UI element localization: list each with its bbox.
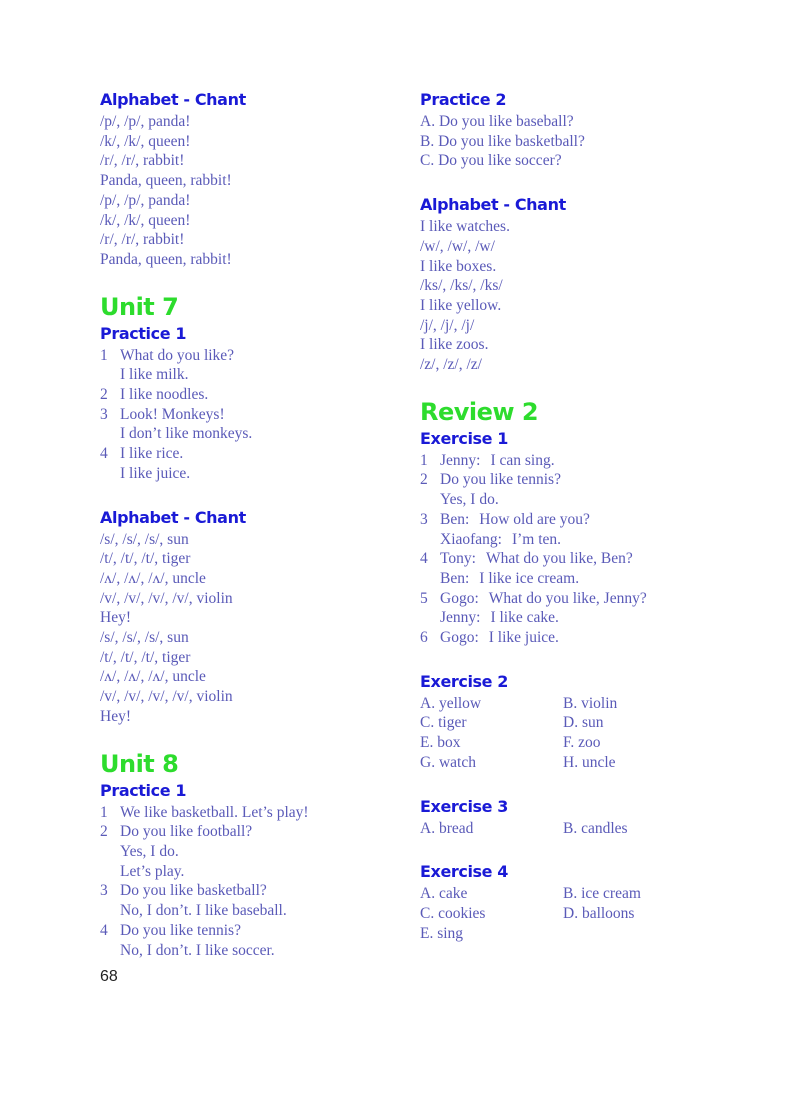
- item-text: We like basketball. Let’s play!: [120, 803, 309, 821]
- list-item: [420, 470, 750, 490]
- text-line: /s/, /s/, /s/, sun: [100, 629, 189, 647]
- unit-title: Review 2: [420, 397, 539, 426]
- text-line: /ʌ/, /ʌ/, /ʌ/, uncle: [100, 668, 206, 686]
- list-item: [100, 365, 400, 385]
- exercise-options: [420, 819, 750, 839]
- section-heading: Alphabet - Chant: [420, 195, 566, 215]
- item-text: What do you like, Jenny?: [488, 589, 647, 607]
- list-item: [100, 881, 400, 901]
- alphabet-chant-section: [100, 88, 400, 270]
- item-text: Do you like basketball?: [120, 882, 267, 900]
- text-line: /ʌ/, /ʌ/, /ʌ/, uncle: [100, 569, 206, 587]
- text-line: /v/, /v/, /v/, /v/, violin: [100, 688, 233, 706]
- list-item: [100, 424, 400, 444]
- item-text: No, I don’t. I like baseball.: [120, 902, 287, 920]
- option-row: [420, 713, 750, 733]
- text-line: /k/, /k/, queen!: [100, 132, 191, 150]
- option: E. sing: [420, 924, 464, 942]
- unit-8-block: [100, 749, 400, 961]
- speaker-name: Jenny:: [440, 609, 481, 627]
- chant-lines: [100, 530, 400, 727]
- exercise-1-section: [420, 427, 750, 648]
- item-text: I can sing.: [490, 451, 555, 469]
- item-text: How old are you?: [479, 510, 590, 528]
- item-number: 1: [100, 803, 108, 821]
- item-text: No, I don’t. I like soccer.: [120, 941, 275, 959]
- text-line: Panda, queen, rabbit!: [100, 172, 232, 190]
- practice-list: [100, 346, 400, 484]
- option: D. sun: [563, 714, 604, 732]
- list-item: [100, 822, 400, 842]
- text-line: I like yellow.: [420, 296, 502, 314]
- item-text: Yes, I do.: [440, 491, 499, 509]
- text-line: Panda, queen, rabbit!: [100, 250, 232, 268]
- item-text: I like cake.: [490, 609, 559, 627]
- item-text: Let’s play.: [120, 862, 185, 880]
- item-text: What do you like?: [120, 346, 235, 364]
- item-number: 3: [420, 510, 428, 528]
- list-item: [100, 405, 400, 425]
- section-heading: Exercise 1: [420, 428, 509, 448]
- exercise-options: [420, 694, 750, 773]
- item-text: I like juice.: [120, 464, 191, 482]
- list-item: [420, 569, 750, 589]
- list-item: [100, 803, 400, 823]
- chant-lines: [100, 112, 400, 270]
- option: A. bread: [420, 819, 474, 837]
- speaker-name: Jenny:: [440, 451, 481, 469]
- speaker-name: Ben:: [440, 569, 470, 587]
- speaker-name: Gogo:: [440, 629, 479, 647]
- item-number: 4: [100, 445, 108, 463]
- option-row: [420, 694, 750, 714]
- item-number: [420, 490, 440, 510]
- item-number: 3: [100, 405, 108, 423]
- text-line: /t/, /t/, /t/, tiger: [100, 648, 191, 666]
- text-line: /w/, /w/, /w/: [420, 237, 495, 255]
- item-number: 2: [100, 823, 108, 841]
- list-item: [420, 510, 750, 530]
- option-row: [420, 884, 750, 904]
- item-text: Do you like tennis?: [120, 921, 241, 939]
- text-line: /r/, /r/, rabbit!: [100, 231, 185, 249]
- item-number: 3: [100, 882, 108, 900]
- item-number: [420, 608, 440, 628]
- option: B. ice cream: [563, 885, 641, 903]
- alphabet-chant-section: [100, 506, 400, 727]
- list-item: [100, 385, 400, 405]
- item-text: What do you like, Ben?: [485, 550, 633, 568]
- left-column: [100, 88, 400, 982]
- option: B. violin: [563, 694, 618, 712]
- text-line: /ks/, /ks/, /ks/: [420, 277, 503, 295]
- text-line: I like zoos.: [420, 336, 489, 354]
- item-text: I like noodles.: [120, 386, 209, 404]
- item-number: 4: [100, 921, 108, 939]
- option: A. yellow: [420, 694, 482, 712]
- item-text: I’m ten.: [511, 530, 562, 548]
- text-line: /z/, /z/, /z/: [420, 356, 482, 374]
- alphabet-chant-section: [420, 193, 750, 375]
- text-line: /p/, /p/, panda!: [100, 191, 191, 209]
- speaker-name: Xiaofang:: [440, 530, 502, 548]
- unit-title: Unit 7: [100, 292, 179, 321]
- section-heading: Practice 1: [100, 780, 187, 800]
- item-number: 6: [420, 629, 428, 647]
- option: G. watch: [420, 753, 476, 771]
- page-number: 68: [100, 968, 118, 985]
- exercise-options: [420, 884, 750, 943]
- section-heading: Exercise 3: [420, 796, 509, 816]
- practice-list: [420, 112, 750, 171]
- text-line: C. Do you like soccer?: [420, 152, 562, 170]
- option: B. candles: [563, 819, 628, 837]
- unit-title: Unit 8: [100, 749, 179, 778]
- option-row: [420, 924, 750, 944]
- right-column: [420, 88, 750, 965]
- list-item: [100, 444, 400, 464]
- text-line: /s/, /s/, /s/, sun: [100, 530, 189, 548]
- practice-1-section: [100, 322, 400, 484]
- item-number: 4: [420, 550, 428, 568]
- list-item: [100, 464, 400, 484]
- practice-list: [100, 803, 400, 961]
- option-row: [420, 904, 750, 924]
- option: H. uncle: [563, 753, 616, 771]
- text-line: A. Do you like baseball?: [420, 113, 574, 130]
- option-row: [420, 753, 750, 773]
- item-number: 2: [420, 471, 428, 489]
- item-number: 5: [420, 589, 428, 607]
- item-number: 2: [100, 386, 108, 404]
- text-line: /j/, /j/, /j/: [420, 316, 475, 334]
- item-number: [100, 862, 120, 882]
- exercise-4-section: [420, 860, 750, 943]
- section-heading: Exercise 4: [420, 862, 509, 882]
- list-item: [100, 346, 400, 366]
- list-item: [100, 921, 400, 941]
- list-item: [420, 490, 750, 510]
- speaker-name: Gogo:: [440, 589, 479, 607]
- list-item: [420, 608, 750, 628]
- text-line: /t/, /t/, /t/, tiger: [100, 550, 191, 568]
- item-text: I like juice.: [488, 629, 559, 647]
- practice-2-section: [420, 88, 750, 171]
- option: A. cake: [420, 885, 468, 903]
- item-text: Look! Monkeys!: [120, 405, 225, 423]
- text-line: /r/, /r/, rabbit!: [100, 152, 185, 170]
- text-line: Hey!: [100, 609, 131, 627]
- list-item: [100, 901, 400, 921]
- item-number: [100, 464, 120, 484]
- unit-7-block: [100, 292, 400, 727]
- item-number: [100, 901, 120, 921]
- item-text: I don’t like monkeys.: [120, 425, 253, 443]
- list-item: [420, 628, 750, 648]
- option-row: [420, 819, 750, 839]
- section-heading: Alphabet - Chant: [100, 507, 246, 527]
- item-number: [100, 424, 120, 444]
- item-text: Do you like tennis?: [440, 471, 561, 489]
- item-number: [100, 365, 120, 385]
- list-item: [100, 842, 400, 862]
- text-line: /p/, /p/, panda!: [100, 113, 191, 130]
- item-number: [100, 842, 120, 862]
- list-item: [100, 862, 400, 882]
- item-number: 1: [100, 346, 108, 364]
- section-heading: Alphabet - Chant: [100, 90, 246, 109]
- item-number: [420, 530, 440, 550]
- text-line: I like watches.: [420, 218, 510, 236]
- item-text: I like rice.: [120, 445, 184, 463]
- item-number: 1: [420, 451, 428, 469]
- item-text: I like ice cream.: [479, 569, 580, 587]
- exercise-2-section: [420, 670, 750, 773]
- chant-lines: [420, 217, 750, 375]
- text-line: Hey!: [100, 707, 131, 725]
- section-heading: Practice 1: [100, 323, 187, 343]
- list-item: [420, 530, 750, 550]
- option: C. tiger: [420, 714, 467, 732]
- option: C. cookies: [420, 904, 486, 922]
- item-text: Do you like football?: [120, 823, 253, 841]
- speaker-name: Tony:: [440, 550, 476, 568]
- section-heading: Practice 2: [420, 90, 507, 109]
- item-text: Yes, I do.: [120, 842, 179, 860]
- option: E. box: [420, 734, 461, 752]
- text-line: /v/, /v/, /v/, /v/, violin: [100, 589, 233, 607]
- text-line: /k/, /k/, queen!: [100, 211, 191, 229]
- option: F. zoo: [563, 734, 601, 752]
- review-2-block: [420, 397, 750, 944]
- list-item: [100, 941, 400, 961]
- option: D. balloons: [563, 904, 635, 922]
- exercise-3-section: [420, 795, 750, 839]
- list-item: [420, 549, 750, 569]
- option-row: [420, 733, 750, 753]
- list-item: [420, 451, 750, 471]
- section-heading: Exercise 2: [420, 671, 509, 691]
- item-text: I like milk.: [120, 366, 189, 384]
- text-line: B. Do you like basketball?: [420, 132, 585, 150]
- list-item: [420, 589, 750, 609]
- text-line: I like boxes.: [420, 257, 497, 275]
- exercise-list: [420, 451, 750, 648]
- speaker-name: Ben:: [440, 510, 470, 528]
- item-number: [420, 569, 440, 589]
- practice-1-section: [100, 779, 400, 961]
- item-number: [100, 941, 120, 961]
